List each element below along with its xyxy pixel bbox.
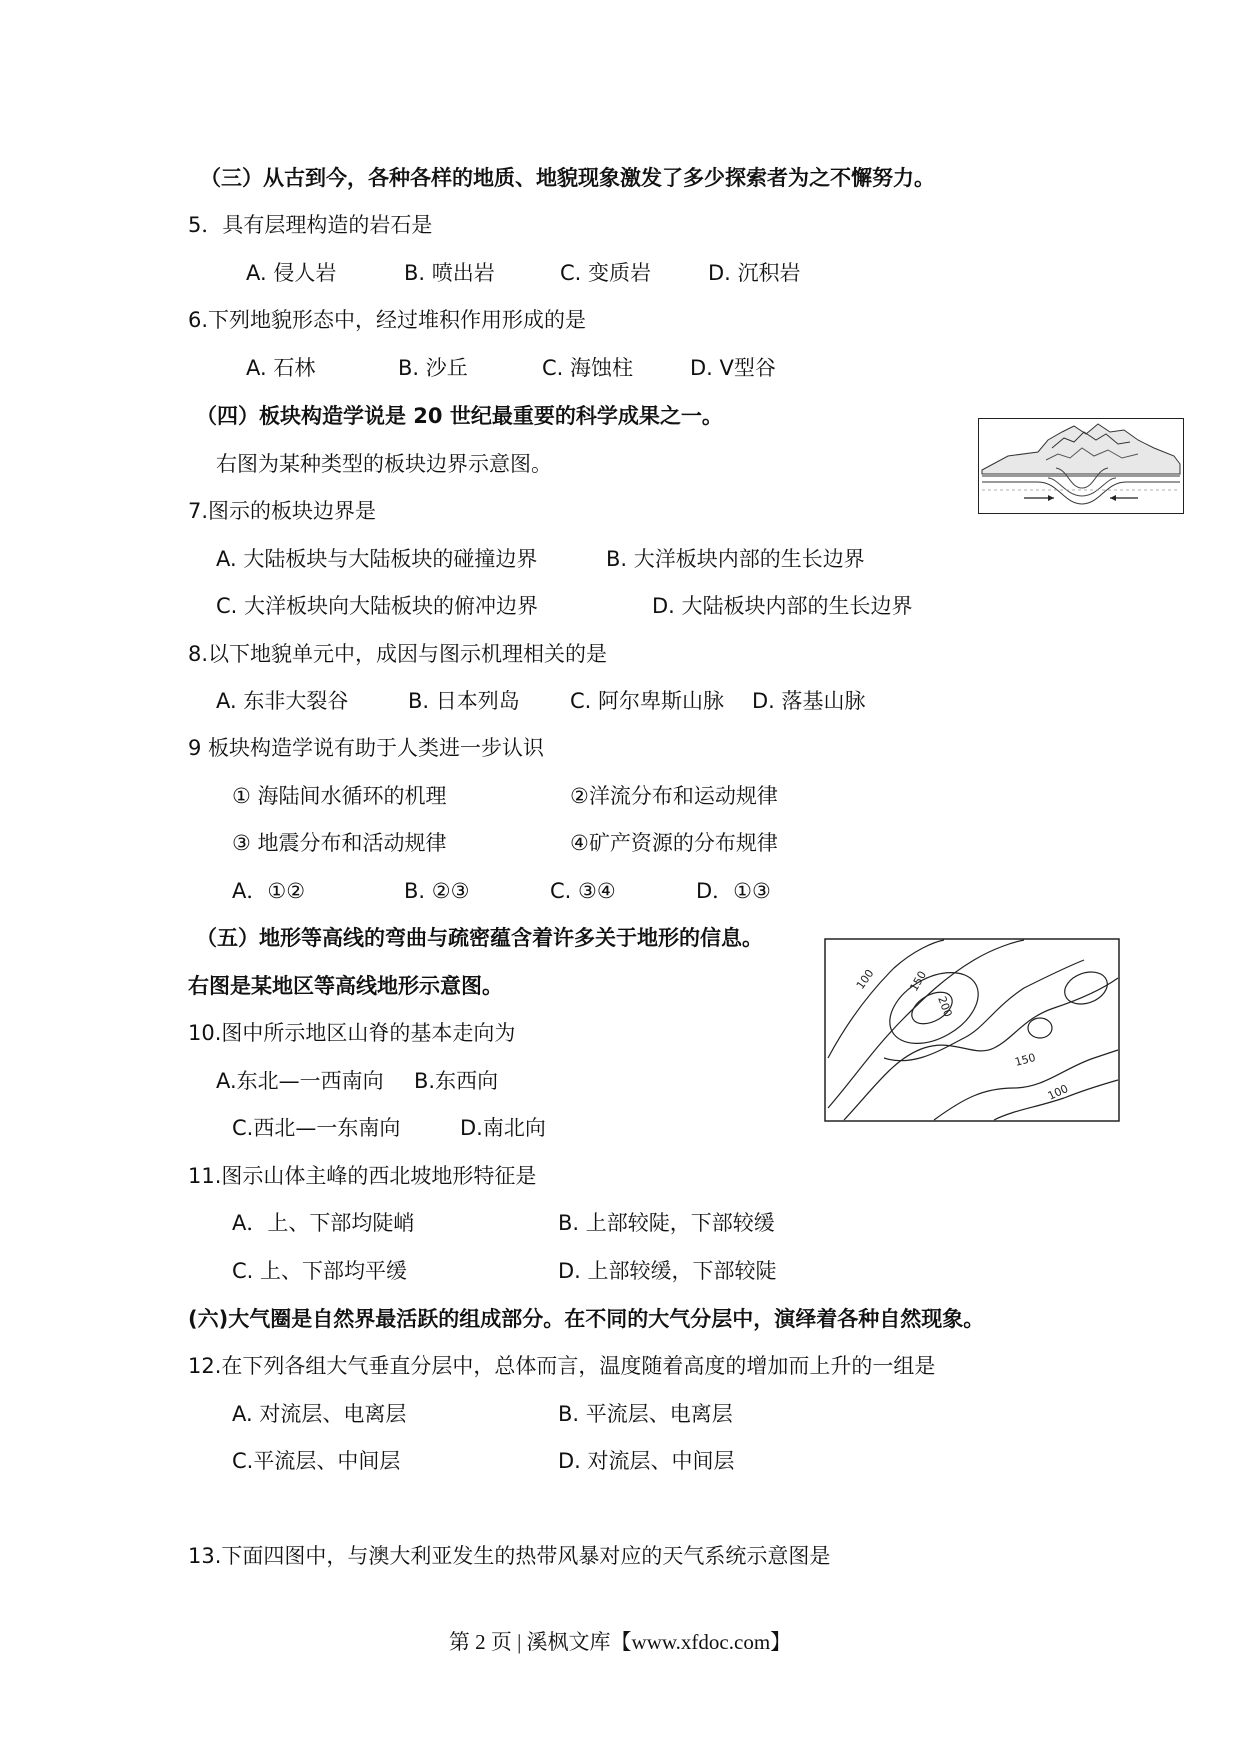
q8-option-d: D. 落基山脉 <box>752 689 866 713</box>
q9-option-b: B. ②③ <box>404 879 470 903</box>
q9-option-a: A．①② <box>232 879 306 903</box>
contour-label: 200 <box>935 994 955 1019</box>
contour-map-figure <box>824 938 1120 1122</box>
q5-option-d: D. 沉积岩 <box>708 261 801 285</box>
q6-option-b: B. 沙丘 <box>398 356 468 380</box>
q6-option-a: A. 石林 <box>246 356 316 380</box>
q5-option-a: A. 侵人岩 <box>246 261 337 285</box>
q7-option-c: C. 大洋板块向大陆板块的俯冲边界 <box>216 594 539 618</box>
q6-option-d: D. V型谷 <box>690 356 776 380</box>
q9-item-3: ③ 地震分布和活动规律 <box>232 831 447 855</box>
contour-label: 150 <box>1013 1050 1038 1069</box>
q9-stem: 9 板块构造学说有助于人类进一步认识 <box>188 736 545 760</box>
q5-option-c: C. 变质岩 <box>560 261 652 285</box>
section-5-intro: 右图是某地区等高线地形示意图。 <box>188 974 503 998</box>
section-5-heading: （五）地形等高线的弯曲与疏密蕴含着许多关于地形的信息。 <box>196 926 763 950</box>
contour-label: 100 <box>853 967 877 992</box>
contour-label: 100 <box>1045 1082 1071 1103</box>
page-footer: 第 2 页 | 溪枫文库【www.xfdoc.com】 <box>448 1630 792 1654</box>
q5-option-b: B. 喷出岩 <box>404 261 495 285</box>
q9-option-c: C. ③④ <box>550 879 616 903</box>
contour-label: 150 <box>907 968 930 994</box>
section-4-intro: 右图为某种类型的板块边界示意图。 <box>216 452 552 476</box>
plate-boundary-figure <box>978 418 1184 514</box>
q13-stem: 13.下面四图中，与澳大利亚发生的热带风暴对应的天气系统示意图是 <box>188 1544 831 1568</box>
plate-boundary-diagram <box>978 418 1184 514</box>
q11-option-d: D. 上部较缓，下部较陡 <box>558 1259 777 1283</box>
q9-option-d: D．①③ <box>696 879 771 903</box>
q5-stem: 5．具有层理构造的岩石是 <box>188 213 433 237</box>
q7-option-d: D. 大陆板块内部的生长边界 <box>652 594 913 618</box>
q12-option-a: A. 对流层、电离层 <box>232 1402 407 1426</box>
q10-option-c: C.西北—一东南向 <box>232 1116 401 1140</box>
q9-item-2: ②洋流分布和运动规律 <box>570 784 778 808</box>
section-6-heading: (六)大气圈是自然界最活跃的组成部分。在不同的大气分层中，演绎着各种自然现象。 <box>188 1307 985 1331</box>
q11-option-c: C. 上、下部均平缓 <box>232 1259 408 1283</box>
q9-item-1: ① 海陆间水循环的机理 <box>232 784 447 808</box>
q12-option-c: C.平流层、中间层 <box>232 1449 401 1473</box>
q6-option-c: C. 海蚀柱 <box>542 356 634 380</box>
q10-option-b: B.东西向 <box>414 1069 499 1093</box>
q12-option-d: D. 对流层、中间层 <box>558 1449 735 1473</box>
section-4-heading: （四）板块构造学说是 20 世纪最重要的科学成果之一。 <box>196 404 723 428</box>
q12-stem: 12.在下列各组大气垂直分层中，总体而言，温度随着高度的增加而上升的一组是 <box>188 1354 936 1378</box>
q9-item-4: ④矿产资源的分布规律 <box>570 831 778 855</box>
q11-option-b: B. 上部较陡，下部较缓 <box>558 1211 775 1235</box>
q12-option-b: B. 平流层、电离层 <box>558 1402 733 1426</box>
contour-map <box>824 938 1120 1122</box>
q11-stem: 11.图示山体主峰的西北坡地形特征是 <box>188 1164 537 1188</box>
q10-option-a: A.东北—一西南向 <box>216 1069 384 1093</box>
q7-stem: 7.图示的板块边界是 <box>188 499 377 523</box>
q8-stem: 8.以下地貌单元中，成因与图示机理相关的是 <box>188 642 608 666</box>
q8-option-a: A. 东非大裂谷 <box>216 689 349 713</box>
section-3-heading: （三）从古到今，各种各样的地质、地貌现象激发了多少探索者为之不懈努力。 <box>200 166 935 190</box>
q8-option-b: B. 日本列岛 <box>408 689 520 713</box>
q10-option-d: D.南北向 <box>460 1116 546 1140</box>
q6-stem: 6.下列地貌形态中，经过堆积作用形成的是 <box>188 308 587 332</box>
q7-option-a: A. 大陆板块与大陆板块的碰撞边界 <box>216 547 538 571</box>
q7-option-b: B. 大洋板块内部的生长边界 <box>606 547 865 571</box>
q10-stem: 10.图中所示地区山脊的基本走向为 <box>188 1021 516 1045</box>
q8-option-c: C. 阿尔卑斯山脉 <box>570 689 725 713</box>
q11-option-a: A．上、下部均陡峭 <box>232 1211 415 1235</box>
